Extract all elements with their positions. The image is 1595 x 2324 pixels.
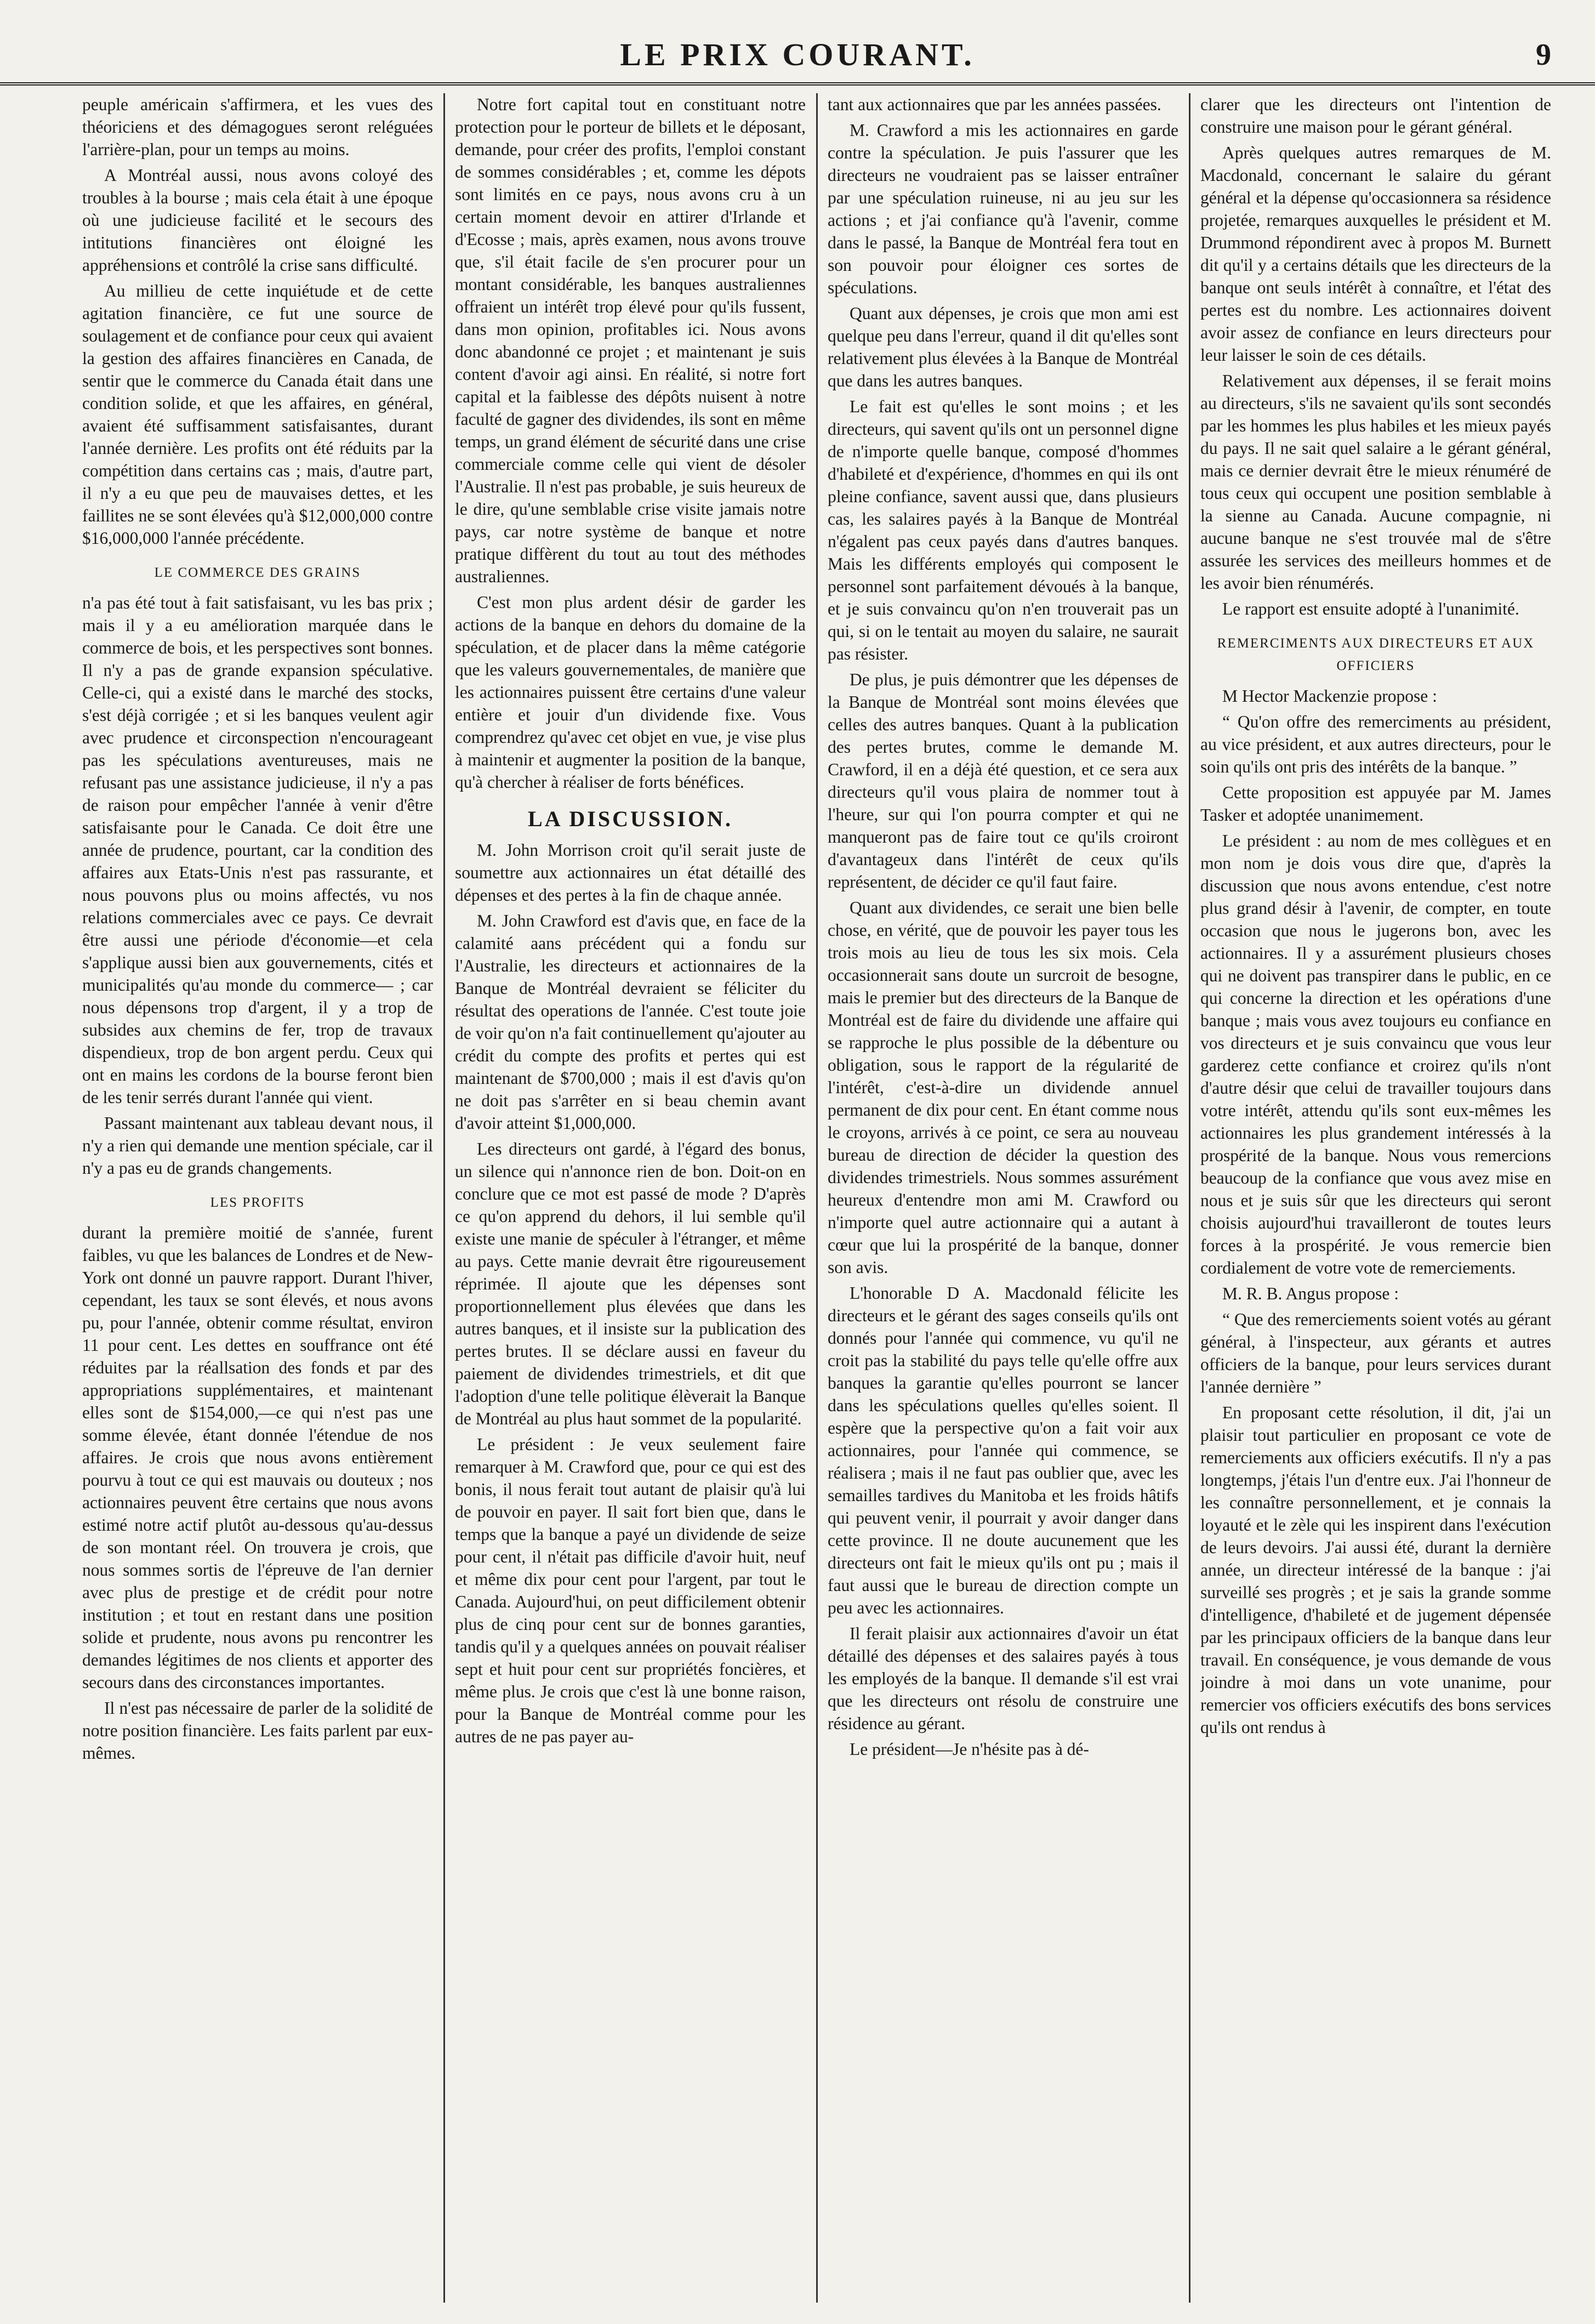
paragraph: M. John Morrison croit qu'il serait juste de soumettre aux actionnaires un état détaillé des dépenses et des pertes à la fin de chaque année. (455, 840, 806, 905)
column-4 (1200, 93, 1551, 2303)
paragraph: Relativement aux dépenses, il se ferait moins au directeurs, s'ils ne savaient qu'ils sont secondés par les hommes les plus habiles et les mieux payés du pays. Il ne sait quel salaire a le gérant général, mais ce dernier devrait être le mieux rénuméré de tous ceux qui occupent une position semblable à la sienne au Canada. Aucune compagnie, ni aucune banque ne s'est trouvée mal de s'être assurée les services des meilleurs hommes et de les avoir bien rénumérés. (1200, 371, 1551, 593)
paragraph: durant la première moitié de s'année, furent faibles, vu que les balances de Londres et de New-York ont donné un pauvre rapport. Durant l'hiver, cependant, les taux se sont élevés, et nous avons pu, pour l'année, obtenir comme résultat, environ 11 pour cent. Les dettes en souffrance ont été réduites par la réallsation des fonds et par des appropriations supplémentaires, et maintenant elles sont de $154,000,—ce qui n'est pas une somme élevée, étant donnée l'étendue de nos affaires. Je crois que nous avons entièrement pourvu à tout ce qui est mauvais ou douteux ; nos actionnaires peuvent être certains que nous avons estimé notre actif plutôt au-dessous qu'au-dessus de son montant réel. On trouvera je crois, que nous sommes sortis de l'épreuve de l'an dernier avec plus de prestige et de crédit pour notre institution ; et tout en restant dans une position solide et prudente, nous avons pu rencontrer les demandes légitimes de nos clients et apporter des secours dans des circonstances importantes. (82, 1223, 433, 1692)
column-divider (443, 93, 445, 2303)
newspaper-title: LE PRIX COURANT. (620, 37, 975, 72)
paragraph: Il ferait plaisir aux actionnaires d'avoir un état détaillé des dépenses et des salaires payés à tous les employés de la banque. Il demande s'il est vrai que les directeurs ont résolu de construire une résidence au gérant. (828, 1624, 1178, 1733)
paragraph: Quant aux dépenses, je crois que mon ami est quelque peu dans l'erreur, quand il dit qu'elles sont relativement plus élevées à la Banque de Montréal que dans les autres banques. (828, 304, 1178, 390)
paragraph: Le président—Je n'hésite pas à dé- (850, 1740, 1089, 1759)
paragraph: Passant maintenant aux tableau devant nous, il n'y a rien qui demande une mention spéciale, car il n'y a pas eu de grands changements. (82, 1113, 433, 1178)
paragraph: M Hector Mackenzie propose : (1222, 686, 1437, 706)
paragraph: Les directeurs ont gardé, à l'égard des bonus, un silence qui n'annonce rien de bon. Doit-on en conclure que ce mot est passé de mode ? D'après ce qu'on apprend du dehors, il lui semble qu'il existe une manie de spéculer à l'étranger, et même au pays. Cette manie devrait être rigoureusement réprimée. Il ajoute que les dépenses sont proportionnellement plus élevées que dans les autres banques, et il insiste sur la publication des pertes brutes. Il se déclare aussi en faveur du paiement de dividendes trimestriels, et dit que l'adoption d'une telle politique élèverait la Banque de Montréal au plus haut sommet de la popularité. (455, 1139, 806, 1428)
paragraph: clarer que les directeurs ont l'intention de construire une maison pour le gérant général. (1200, 95, 1551, 137)
page-number: 9 (1536, 38, 1551, 72)
paragraph: “ Qu'on offre des remerciments au président, au vice président, et aux autres directeurs, pour le soin qu'ils ont pris des intérêts de la banque. ” (1200, 712, 1551, 776)
paragraph: “ Que des remerciements soient votés au gérant général, à l'inspecteur, aux gérants et autres officiers de la banque, pour leurs services durant l'année dernière ” (1200, 1310, 1551, 1396)
section-subheading: LES PROFITS (210, 1195, 305, 1210)
paragraph: Notre fort capital tout en constituant notre protection pour le porteur de billets et le déposant, demande, pour créer des profits, l'emploi constant de sommes considérables ; et, comme les dépots sont limités en ce pays, nous avons cru à un certain moment devoir en attirer d'Irlande et d'Ecosse ; mais, après examen, nous avons trouve que, s'il était facile de s'en procurer pour un montant considérable, les banques australiennes offraient un intérêt trop élevé pour qu'ils fussent, dans mon opinion, profitables ici. Nous avons donc abandonné ce projet ; et maintenant je suis content d'avoir agi ainsi. En réalité, si notre fort capital et la faiblesse des dépôts nuisent à notre faculté de gagner des dividendes, ils sont en même temps, un grand élément de sécurité dans une crise commerciale comme celle qui vient de désoler l'Australie. Il n'est pas probable, je suis heureux de le dire, qu'une semblable crise visite jamais notre pays, car notre système de banque et notre pratique diffèrent du tout au tout des méthodes australiennes. (455, 95, 806, 586)
paragraph: Après quelques autres remarques de M. Macdonald, concernant le salaire du gérant général et la dépense qu'occasionnera sa résidence projetée, remarques auxquelles le président et M. Drummond répondirent avec à propos M. Burnett dit qu'il y a certains détails que les directeurs de la banque ont seuls intérêt à connaître, et l'état des pertes est du nombre. Les actionnaires doivent avoir assez de confiance en leurs directeurs pour leur laisser le soin de ces détails. (1200, 143, 1551, 365)
paragraph: Le président : Je veux seulement faire remarquer à M. Crawford que, pour ce qui est des bonis, il nous ferait tout autant de plaisir qu'à lui de pouvoir en payer. Il sait fort bien que, dans le temps que la banque a payé un dividende de seize pour cent, il n'était pas difficile d'avoir huit, neuf et même dix pour cent pour l'argent, par tout le Canada. Aujourd'hui, on peut difficilement obtenir plus de cinq pour cent sur de bonnes garanties, tandis qu'il y a quelques années on pouvait réaliser sept et huit pour cent sur propriétés foncières, et même plus. Je crois que c'est là une bonne raison, pour la Banque de Montréal comme pour les autres de ne pas payer au- (455, 1435, 806, 1746)
column-divider (816, 93, 818, 2303)
column-1 (82, 93, 433, 2303)
paragraph: M. Crawford a mis les actionnaires en garde contre la spéculation. Je puis l'assurer que les directeurs ne voudraient pas se laisser entraîner par une spéculation ruineuse, ni au jeu sur les actions ; et j'ai confiance qu'à l'avenir, comme dans le passé, la Banque de Montréal fera tout en son pouvoir pour éloigner ces sortes de spéculations. (828, 121, 1178, 297)
paragraph: Quant aux dividendes, ce serait une bien belle chose, en vérité, que de pouvoir les payer tous les trois mois au lieu de tous les six mois. Cela occasionnerait sans doute un surcroit de besogne, mais le premier but des directeurs de la Banque de Montréal est de faire du dividende une affaire qui se rapproche le plus possible de la débenture ou obligation, sous le rapport de la régularité de l'intérêt, c'est-à-dire un dividende annuel permanent de dix pour cent. En étant comme nous le croyons, arrivés à ce point, ce sera au nouveau bureau de direction de décider la question des dividendes trimestriels. Nous sommes assurément heureux d'entendre mon ami M. Crawford ou n'importe quel autre actionnaire qui a autant à cœur que lui la prospérité de la banque, donner son avis. (828, 898, 1178, 1277)
paragraph: M. John Crawford est d'avis que, en face de la calamité aans précédent qui a fondu sur l'Australie, les directeurs et actionnaires de la Banque de Montréal devraient se féliciter du résultat des operations de l'année. C'est toute joie de voir qu'on n'a fait continuellement qu'ajouter au crédit du compte des profits et pertes qui est maintenant de $700,000 ; mais il est d'avis qu'on ne doit pas s'arrêter en si beau chemin avant d'avoir atteint $1,000,000. (455, 911, 806, 1133)
column-3 (828, 93, 1178, 2303)
paragraph: De plus, je puis démontrer que les dépenses de la Banque de Montréal sont moins élevées que celles des autres banques. Quant à la publication des pertes brutes, comme le demande M. Crawford, il en a déjà été question, et ce sera aux directeurs qu'il vous plaira de nommer tout à l'heure, sur qui l'on pourra compter et qui ne manqueront pas de faire tout ce qu'ils croiront d'avantageux dans l'intérêt de ceux qu'ils représentent, de décider ce qu'il faut faire. (828, 670, 1178, 891)
paragraph: Le fait est qu'elles le sont moins ; et les directeurs, qui savent qu'ils ont un personnel digne de n'importe quelle banque, composé d'hommes d'habileté et d'expérience, d'hommes en qui ils ont pleine confiance, savent aussi que, dans plusieurs cas, les salaires payés à la Banque de Montréal n'égalent pas ceux payés dans d'autres banques. Mais les différents employés qui composent le personnel sont parfaitement dévoués à la banque, et je suis convaincu qu'on n'en trouverait pas un qui, si on le tentait au moyen du salaire, ne saurait pas résister. (828, 397, 1178, 663)
paragraph: Le rapport est ensuite adopté à l'unanimité. (1222, 599, 1519, 618)
article-columns (82, 93, 1551, 2303)
paragraph: A Montréal aussi, nous avons coloyé des troubles à la bourse ; mais cela était à une époque où une judicieuse facilité et le secours des intitutions financières ont éloigné les appréhensions et contrôlé la crise sans difficulté. (82, 166, 433, 275)
section-subheading: REMERCIMENTS AUX DIRECTEURS ET AUX OFFICIERS (1217, 636, 1535, 673)
paragraph: L'honorable D A. Macdonald félicite les directeurs et le gérant des sages conseils qu'ils ont donnés pour l'année qui commence, vu qu'il ne croit pas la stabilité du pays telle qu'elle offre aux banques la garantie qu'elles pourront se lancer dans les spéculations quelles qu'elles soient. Il espère que la perspective qu'on a fait voir aux actionnaires, pour l'année qui commence, se réalisera ; mais il ne faut pas oublier que, avec les semailles tardives du Manitoba et les froids hâtifs qui peuvent venir, il pourrait y avoir danger dans cette province. Il ne doute aucunement que les directeurs ont fait le mieux qu'ils ont pu ; mais il faut aussi que le bureau de direction compte un peu avec les actionnaires. (828, 1283, 1178, 1617)
paragraph: C'est mon plus ardent désir de garder les actions de la banque en dehors du domaine de la spéculation, et de placer dans la même catégorie que les valeurs gouvernementales, de manière que les actionnaires puissent être certains d'une valeur entière et jouir d'un dividende fixe. Vous comprendrez qu'avec cet objet en vue, je vise plus à maintenir et augmenter la position de la banque, qu'à chercher à réaliser de forts bénéfices. (455, 593, 806, 792)
section-subheading: LE COMMERCE DES GRAINS (154, 565, 361, 580)
masthead (0, 33, 1595, 86)
paragraph: M. R. B. Angus propose : (1222, 1284, 1399, 1303)
paragraph: Cette proposition est appuyée par M. James Tasker et adoptée unanimement. (1200, 783, 1551, 825)
paragraph: Il n'est pas nécessaire de parler de la solidité de notre position financière. Les faits parlent par eux-mêmes. (82, 1698, 433, 1763)
paragraph: peuple américain s'affirmera, et les vues des théoriciens et des démagogues seront reléguées l'arrière-plan, pour un temps au moins. (82, 95, 433, 159)
section-heading: LA DISCUSSION. (528, 806, 733, 831)
paragraph: Au millieu de cette inquiétude et de cette agitation financière, ce fut une source de soulagement et de confiance pour ceux qui avaient la gestion des affaires financières en Canada, de sentir que le commerce du Canada était dans une condition solide, et que les affaires, en général, avaient été suffisamment satisfaisantes, durant l'année dernière. Les profits ont été réduits par la compétition dans certains cas ; mais, d'autre part, il n'y a eu que peu de mauvaises dettes, et les faillites ne se sont élevées qu'à $12,000,000 contre $16,000,000 l'année précédente. (82, 281, 433, 548)
paragraph: tant aux actionnaires que par les années passées. (828, 95, 1161, 114)
paragraph: En proposant cette résolution, il dit, j'ai un plaisir tout particulier en proposant ce vote de remerciements aux officiers exécutifs. Il n'y a pas longtemps, j'étais l'un d'entre eux. J'ai l'honneur de les connaître personnellement, et je connais la loyauté et le zèle qui les inspirent dans l'exécution de leurs devoirs. J'ai aussi été, durant la dernière année, un directeur intéressé de la banque : j'ai surveillé ses progrès ; et je sais la grande somme d'intelligence, d'habileté et de jugement dépensée par les principaux officiers de la banque dans leur travail. En conséquence, je vous demande de vous joindre à moi dans un vote unanime, pour remercier vos officiers exécutifs des bons services qu'ils ont rendus à (1200, 1403, 1551, 1737)
paragraph: n'a pas été tout à fait satisfaisant, vu les bas prix ; mais il y a eu amélioration marquée dans le commerce de bois, et les perspectives sont bonnes. Il n'y a pas de grande expansion spéculative. Celle-ci, qui a existé dans le marché des stocks, s'est déjà corrigée ; et si les banques veulent agir avec prudence et circonspection n'encourageant pas les spéculations aventureuses, mais ne refusant pas une assistance judicieuse, il n'y a pas de raison pour empêcher l'année à venir d'être satisfaisante pour le Canada. Ce doit être une année de prudence, pourtant, car la condition des affaires aux Etats-Unis n'est pas rassurante, et nous pouvons plus ou moins affectés, vu nos relations commerciales avec ce pays. Ce devrait être aussi une période d'économie—et cela s'applique aussi bien aux gouvernements, cités et municipalités qu'au monde du commerce— ; car nous dépensons trop d'argent, il y a trop de subsides aux chemins de fer, trop de travaux dispendieux, trop de bon argent perdu. Ceux qui ont en mains les cordons de la bourse feront bien de les tenir serrés durant l'année qui vient. (82, 593, 433, 1107)
paragraph: Le président : au nom de mes collègues et en mon nom je dois vous dire que, d'après la discussion que nous avons entendue, c'est notre plus grand désir à l'avenir, de compter, en toute occasion que nous le jugerons bon, avec les actionnaires. Il y a assurément plusieurs choses qui ne doivent pas transpirer dans le public, en ce qui concerne la direction et les opérations d'une banque ; mais vous avez toujours eu confiance en vos directeurs et je suis convaincu que vous leur garderez cette confiance et croirez qu'ils n'ont d'autre désir que celui de travailler toujours dans votre intérêt, attendu qu'ils sont eux-mêmes les actionnaires les plus grandement intéressés à la prospérité de la banque. Nous vous remercions beaucoup de la confiance que vous avez mise en nous et je suis sûr que les directeurs qui seront choisis aujourd'hui travailleront de toutes leurs forces à la prospérité. Je vous remercie bien cordialement de votre vote de remerciements. (1200, 831, 1551, 1277)
column-2 (455, 93, 806, 2303)
column-divider (1189, 93, 1190, 2303)
